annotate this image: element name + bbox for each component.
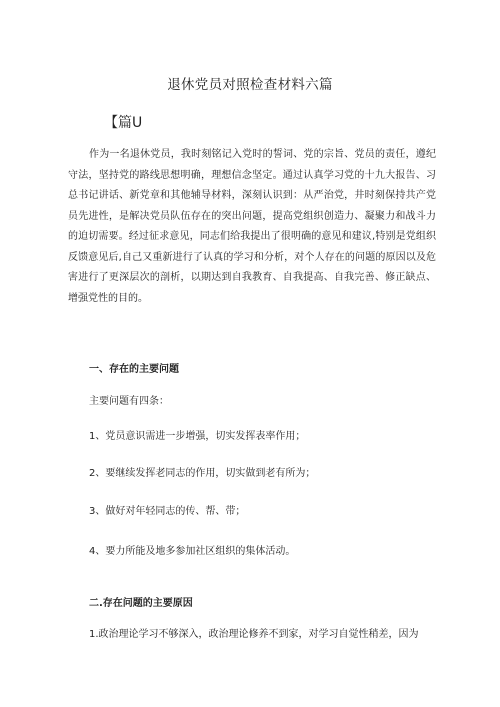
document-title: 退休党员对照检查材料六篇 [167,77,333,93]
heading-problem-causes: 二.存在问题的主要原因 [89,598,193,609]
problem-item-3: 3、做好对年轻同志的传、帮、带； [89,506,246,517]
problems-intro: 主要问题有四条： [89,396,169,407]
problem-item-2: 2、要继续发挥老同志的作用，切实做到老有所为； [89,468,316,479]
cause-item-1: 1.政治理论学习不够深入，政治理论修养不到家，对学习自觉性稍差，因为 [89,629,419,640]
problem-item-4: 4、要力所能及地多参加社区组织的集体活动。 [89,546,296,557]
section-heading: 【篇U [104,115,143,131]
problem-item-1: 1、党员意识需进一步增强，切实发挥表率作用； [89,431,306,442]
heading-existing-problems: 一、存在的主要问题 [89,364,179,375]
intro-paragraph: 作为一名退休党员，我时刻铭记入党时的誓词、党的宗旨、党员的责任，遵纪守法，坚持党的路线思想明确，理想信念坚定。通过认真学习党的十九大报告、习总书记讲话、新党章和其他辅导材料，深刻认识到：从严治党，井时刻保持共产党员先进性，是解决党员队伍存在的突出问题，提高党组织创造力、凝聚力和战斗力的迫切需要。经过征求意见，同志们给我提出了很明确的意见和建议,特别是党组织反馈意见后,自己又重新进行了认真的学习和分析，对个人存在的问题的原因以及危害进行了更深层次的剖析，以期达到自我教育、自我提高、自我完善、修正缺点、增强党性的目的。 [68,149,436,304]
